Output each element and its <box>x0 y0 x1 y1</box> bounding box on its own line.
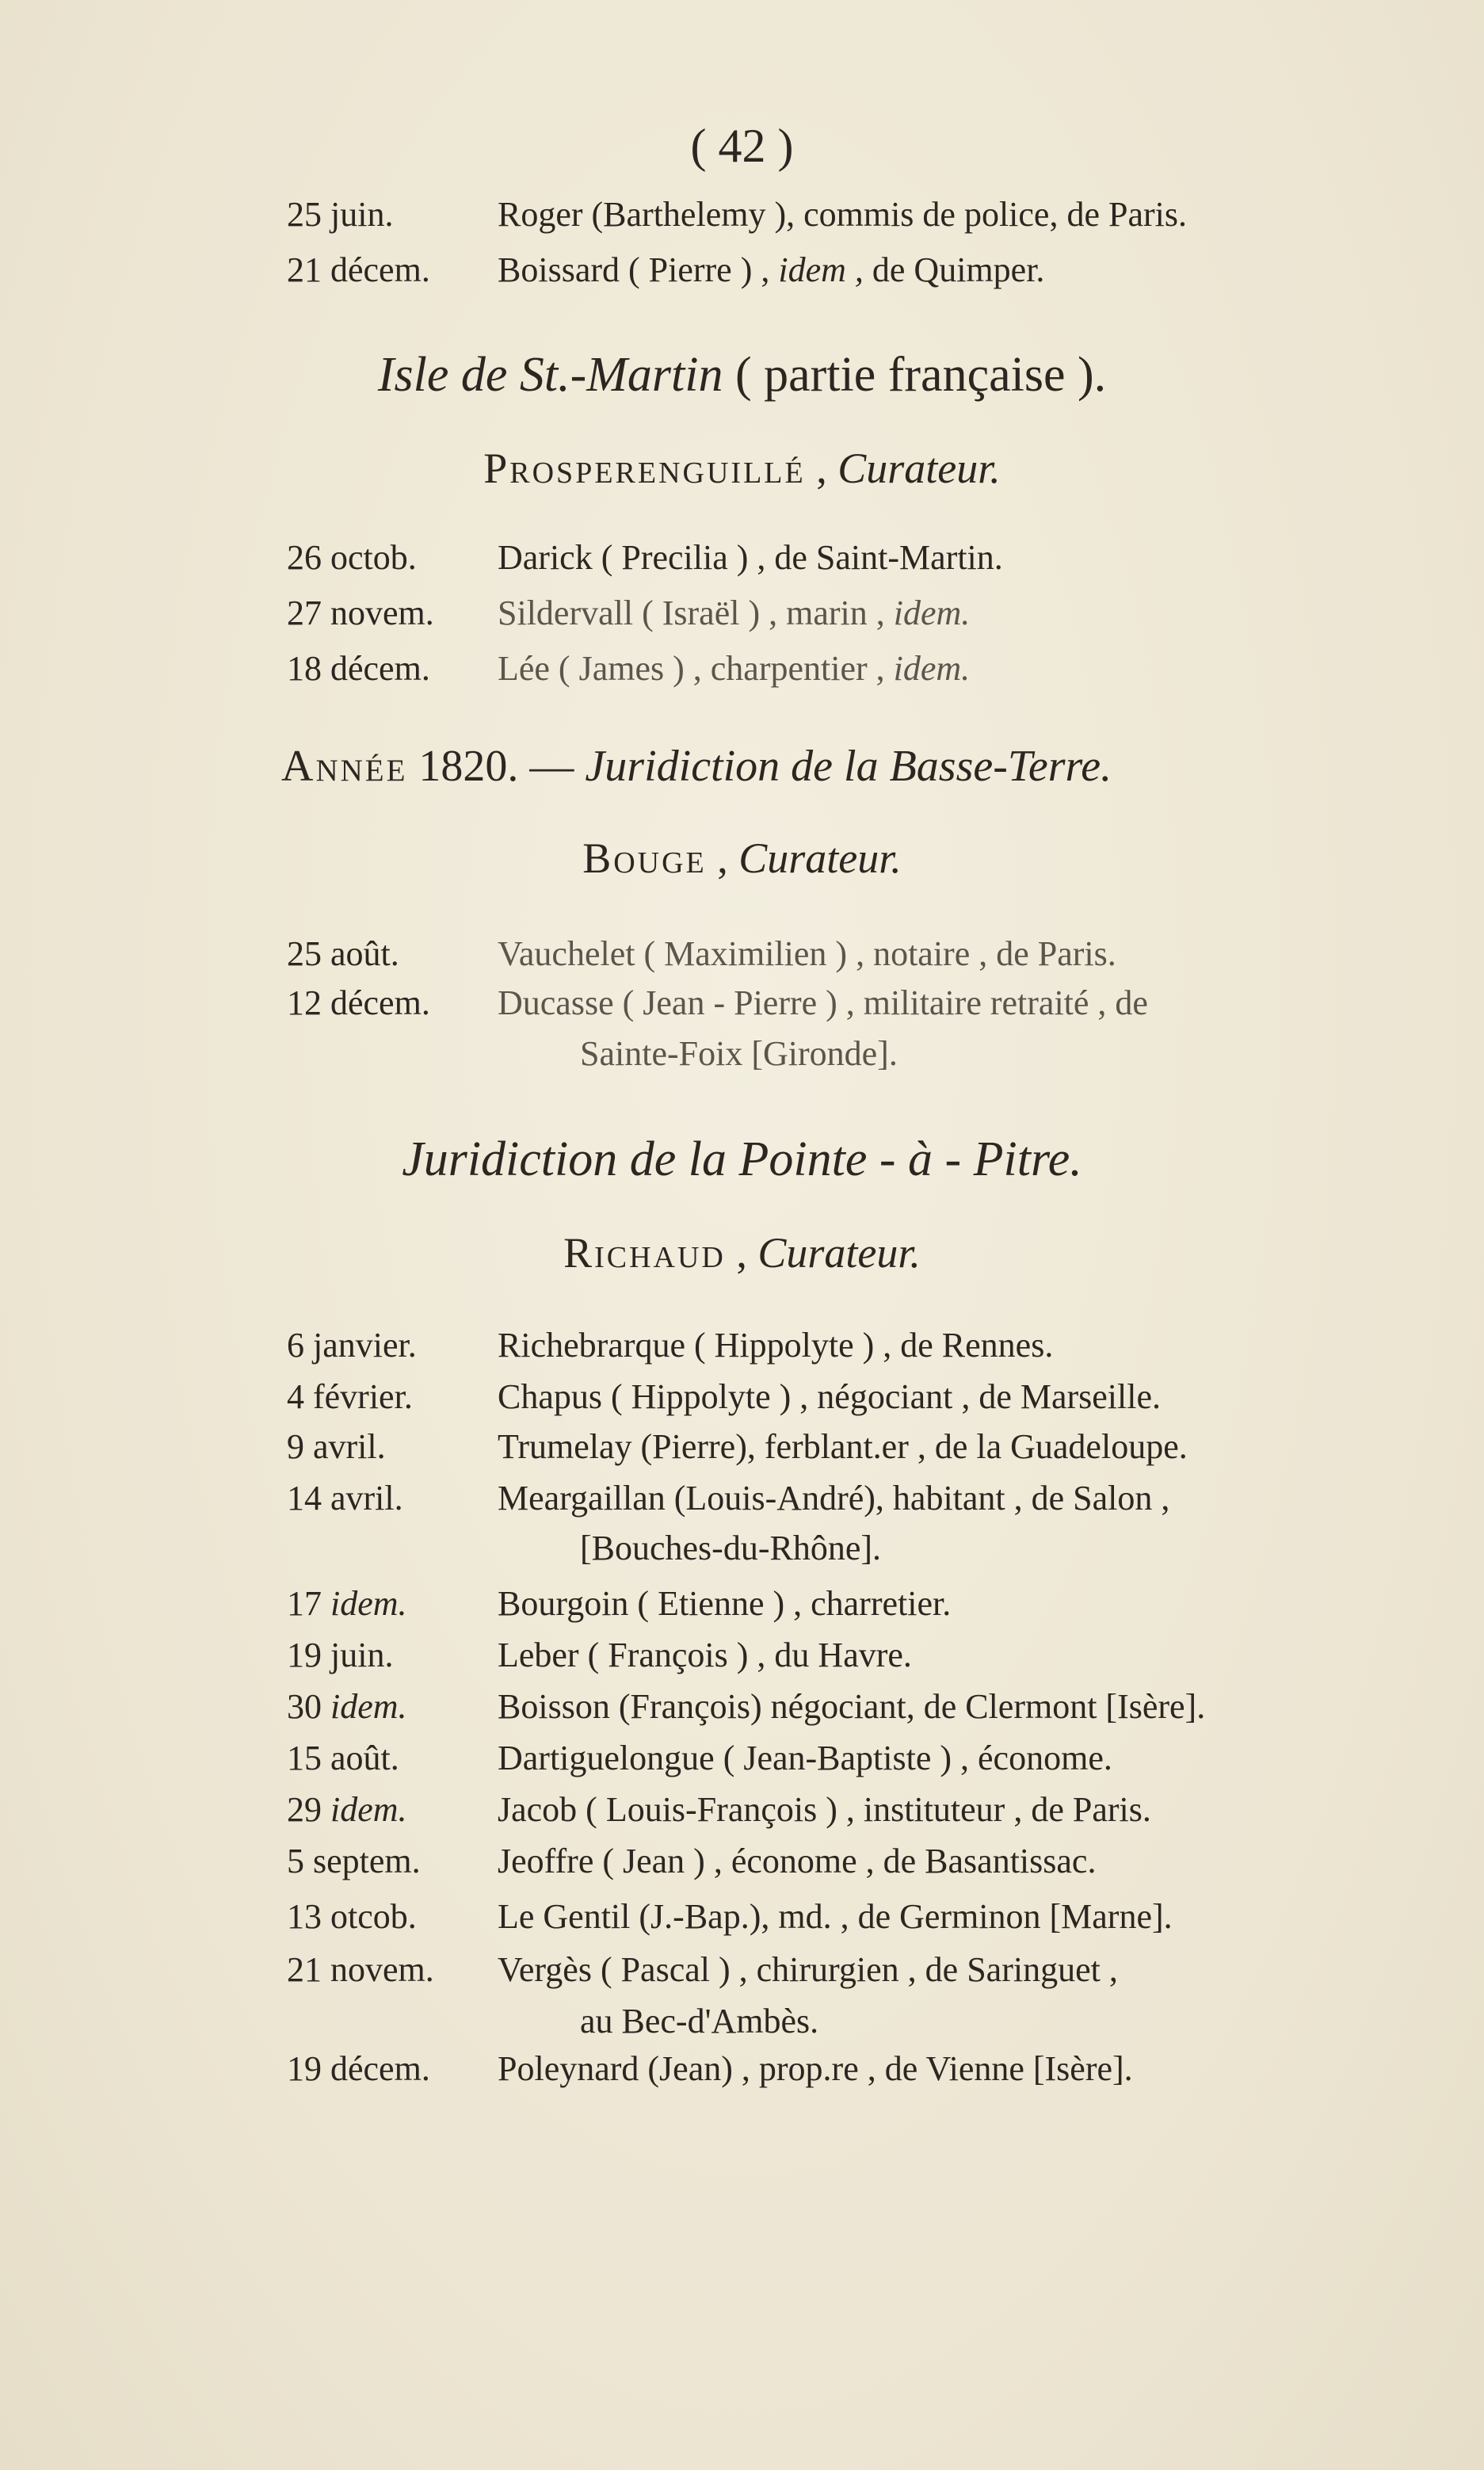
list-item <box>0 537 1484 593</box>
entry-text: Dartiguelongue ( Jean-Baptiste ) , économe. <box>498 1739 1112 1777</box>
entry-date: 13 otcob. <box>287 1897 417 1936</box>
list-item <box>0 648 1484 704</box>
entry-text: Le Gentil (J.-Bap.), md. , de Germinon [Marne]. <box>498 1897 1173 1936</box>
entry-text: Poleynard (Jean) , prop.re , de Vienne [Isère]. <box>498 2049 1133 2088</box>
entry-date: 9 avril. <box>287 1427 386 1466</box>
list-item <box>0 1426 1484 1482</box>
list-item <box>0 1325 1484 1380</box>
entry-date: 27 novem. <box>287 594 434 632</box>
entry-date: 6 janvier. <box>287 1326 417 1365</box>
entry-date: 25 juin. <box>287 195 394 234</box>
entry-text: Lée ( James ) , charpentier , idem. <box>498 649 971 688</box>
list-item <box>0 250 1484 305</box>
entry-text: Trumelay (Pierre), ferblant.er , de la Guadeloupe. <box>498 1427 1188 1466</box>
curator-heading: Prosperenguillé , Curateur. <box>483 445 1001 492</box>
entry-date: 30 idem. <box>287 1687 407 1726</box>
entry-text: Boisson (François) négociant, de Clermont [Isère]. <box>498 1687 1206 1726</box>
entry-text: Leber ( François ) , du Havre. <box>498 1636 912 1674</box>
entry-text: Meargaillan (Louis-André), habitant , de Salon , <box>498 1479 1170 1518</box>
list-item <box>0 2048 1484 2104</box>
entry-text: Chapus ( Hippolyte ) , négociant , de Marseille. <box>498 1377 1162 1416</box>
entry-date: 21 décem. <box>287 250 430 289</box>
list-item <box>0 1841 1484 1896</box>
list-item <box>0 593 1484 648</box>
entry-date: 19 juin. <box>287 1636 394 1674</box>
entry-text: au Bec-d'Ambès. <box>580 2002 819 2041</box>
curator-heading: Richaud , Curateur. <box>563 1229 921 1277</box>
entry-text: Jeoffre ( Jean ) , économe , de Basantissac. <box>498 1842 1097 1880</box>
entry-date: 17 idem. <box>287 1584 407 1623</box>
entry-date: 18 décem. <box>287 649 430 688</box>
list-item <box>0 1478 1484 1533</box>
entry-date: 29 idem. <box>287 1790 407 1829</box>
list-item <box>0 1949 1484 2005</box>
list-item <box>0 1896 1484 1952</box>
list-item-continuation <box>0 1528 1484 1583</box>
entry-text: Darick ( Precilia ) , de Saint-Martin. <box>498 538 1003 577</box>
entry-date: 12 décem. <box>287 983 430 1022</box>
entry-text: Ducasse ( Jean - Pierre ) , militaire retraité , de <box>498 983 1148 1022</box>
list-item <box>0 1635 1484 1690</box>
list-item <box>0 1686 1484 1742</box>
entry-date: 19 décem. <box>287 2049 430 2088</box>
list-item <box>0 1376 1484 1432</box>
list-item <box>0 983 1484 1038</box>
entry-date: 5 septem. <box>287 1842 421 1880</box>
entry-date: 15 août. <box>287 1739 399 1777</box>
entry-date: 4 février. <box>287 1377 413 1416</box>
entry-date: 26 octob. <box>287 538 417 577</box>
section-title-pointe-a-pitre: Juridiction de la Pointe - à - Pitre. <box>402 1132 1082 1186</box>
curator-heading: Bouge , Curateur. <box>582 834 902 882</box>
entry-date: 21 novem. <box>287 1950 434 1989</box>
entry-text: [Bouches-du-Rhône]. <box>580 1529 882 1567</box>
entry-text: Vauchelet ( Maximilien ) , notaire , de Paris. <box>498 934 1116 973</box>
entry-text: Bourgoin ( Etienne ) , charretier. <box>498 1584 952 1623</box>
entry-date: 14 avril. <box>287 1479 403 1518</box>
page-number: ( 42 ) <box>690 120 794 172</box>
list-item <box>0 1789 1484 1845</box>
entry-text: Richebrarque ( Hippolyte ) , de Rennes. <box>498 1326 1054 1365</box>
list-item <box>0 933 1484 989</box>
list-item <box>0 1738 1484 1793</box>
entry-text: Boissard ( Pierre ) , idem , de Quimper. <box>498 250 1045 289</box>
list-item <box>0 194 1484 250</box>
list-item <box>0 1583 1484 1639</box>
entry-text: Sainte-Foix [Gironde]. <box>580 1034 898 1073</box>
entry-text: Vergès ( Pascal ) , chirurgien , de Saringuet , <box>498 1950 1118 1989</box>
entry-text: Jacob ( Louis-François ) , instituteur , de Paris. <box>498 1790 1151 1829</box>
entry-date: 25 août. <box>287 934 399 973</box>
list-item-continuation <box>0 1033 1484 1089</box>
entry-text: Sildervall ( Israël ) , marin , idem. <box>498 594 971 632</box>
entry-text: Roger (Barthelemy ), commis de police, de Paris. <box>498 195 1187 234</box>
year-heading: Année 1820. — Juridiction de la Basse-Terre. <box>281 742 1112 791</box>
section-title-st-martin: Isle de St.-Martin ( partie française ). <box>377 348 1107 402</box>
